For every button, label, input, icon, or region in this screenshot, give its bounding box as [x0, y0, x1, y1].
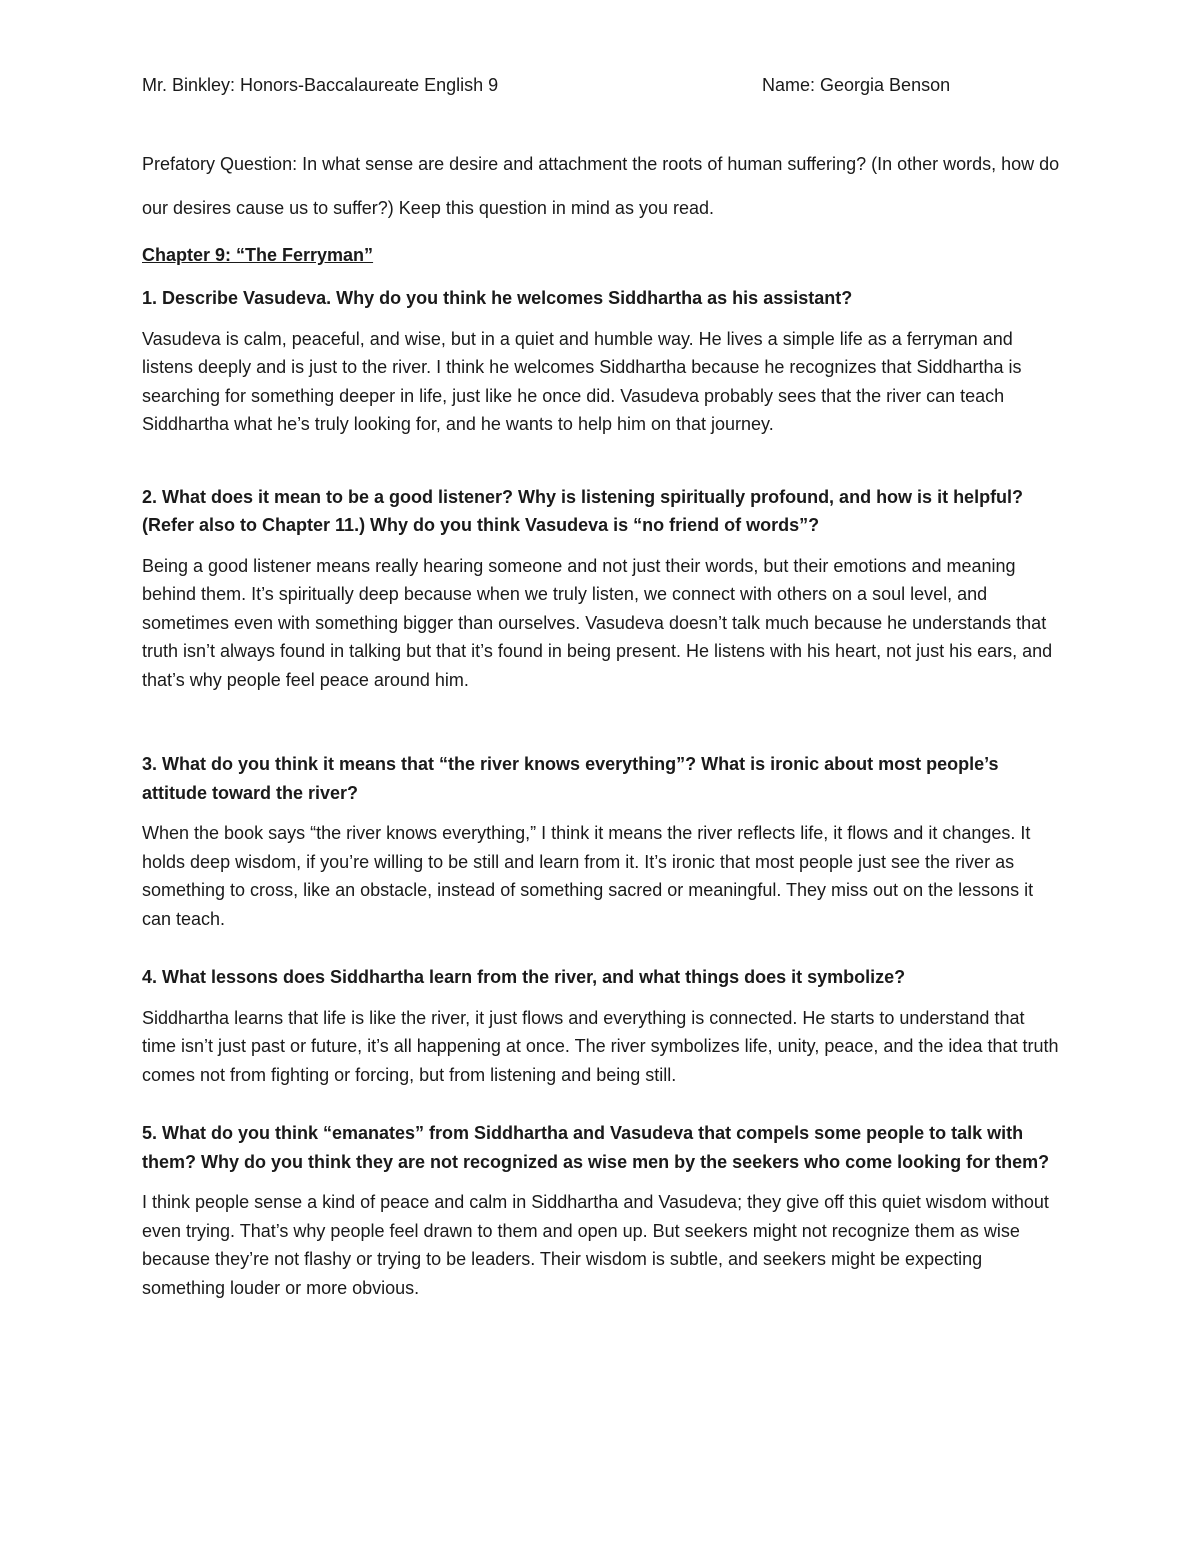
course-title: Mr. Binkley: Honors-Baccalaureate English 9: [142, 75, 499, 95]
answer-2: Being a good listener means really hearing someone and not just their words, but their emotions and meaning behind them. It’s spiritually deep because when we truly listen, we connect with others on a soul level, and sometimes even with something bigger than ourselves. Vasudeva doesn’t talk much because he understands that truth isn’t always found in talking but that it’s found in being present. He listens with his heart, not just his ears, and that’s why people feel peace around him.: [142, 555, 1053, 690]
student-name: Name: Georgia Benson: [762, 75, 951, 95]
question-2: 2. What does it mean to be a good listener? Why is listening spiritually profound, and how is it helpful? (Refer also to Chapter 11.) Why do you think Vasudeva is “no friend of words”?: [142, 486, 1024, 535]
question-3: 3. What do you think it means that “the river knows everything”? What is ironic about most people’s attitude toward the river?: [142, 754, 999, 803]
answer-3: When the book says “the river knows everything,” I think it means the river reflects life, it flows and it changes. It holds deep wisdom, if you’re willing to be still and learn from it. It’s ironic that most people just see the river as something to cross, like an obstacle, instead of something sacred or meaningful. They miss out on the lessons it can teach.: [142, 823, 1034, 929]
answer-1: Vasudeva is calm, peaceful, and wise, but in a quiet and humble way. He lives a simple life as a ferryman and listens deeply and is just to the river. I think he welcomes Siddhartha because he recognizes that Siddhartha is searching for something deeper in life, just like he once did. Vasudeva probably sees that the river can teach Siddhartha what he’s truly looking for, and he wants to help him on that journey.: [142, 328, 1022, 434]
prefatory-question: Prefatory Question: In what sense are desire and attachment the roots of human suffering? (In other words, how do our desires cause us to suffer?) Keep this question in mind as you read.: [142, 154, 1060, 218]
answer-4: Siddhartha learns that life is like the river, it just flows and everything is connected. He starts to understand that time isn’t just past or future, it’s all happening at once. The river symbolizes life, unity, peace, and the idea that truth comes not from fighting or forcing, but from listening and being still.: [142, 1007, 1059, 1085]
question-5: 5. What do you think “emanates” from Siddhartha and Vasudeva that compels some people to talk with them? Why do you think they are not recognized as wise men by the seekers who come looking for them?: [142, 1123, 1050, 1172]
document-content: [142, 70, 1062, 1302]
chapter-heading: Chapter 9: “The Ferryman”: [142, 245, 374, 265]
answer-5: I think people sense a kind of peace and calm in Siddhartha and Vasudeva; they give off this quiet wisdom without even trying. That’s why people feel drawn to them and open up. But seekers might not recognize them as wise because they’re not flashy or trying to be leaders. Their wisdom is subtle, and seekers might be expecting something louder or more obvious.: [142, 1192, 1049, 1298]
question-4: 4. What lessons does Siddhartha learn from the river, and what things does it symbolize?: [142, 967, 906, 987]
question-1: 1. Describe Vasudeva. Why do you think he welcomes Siddhartha as his assistant?: [142, 288, 853, 308]
page-header: [142, 70, 1062, 102]
